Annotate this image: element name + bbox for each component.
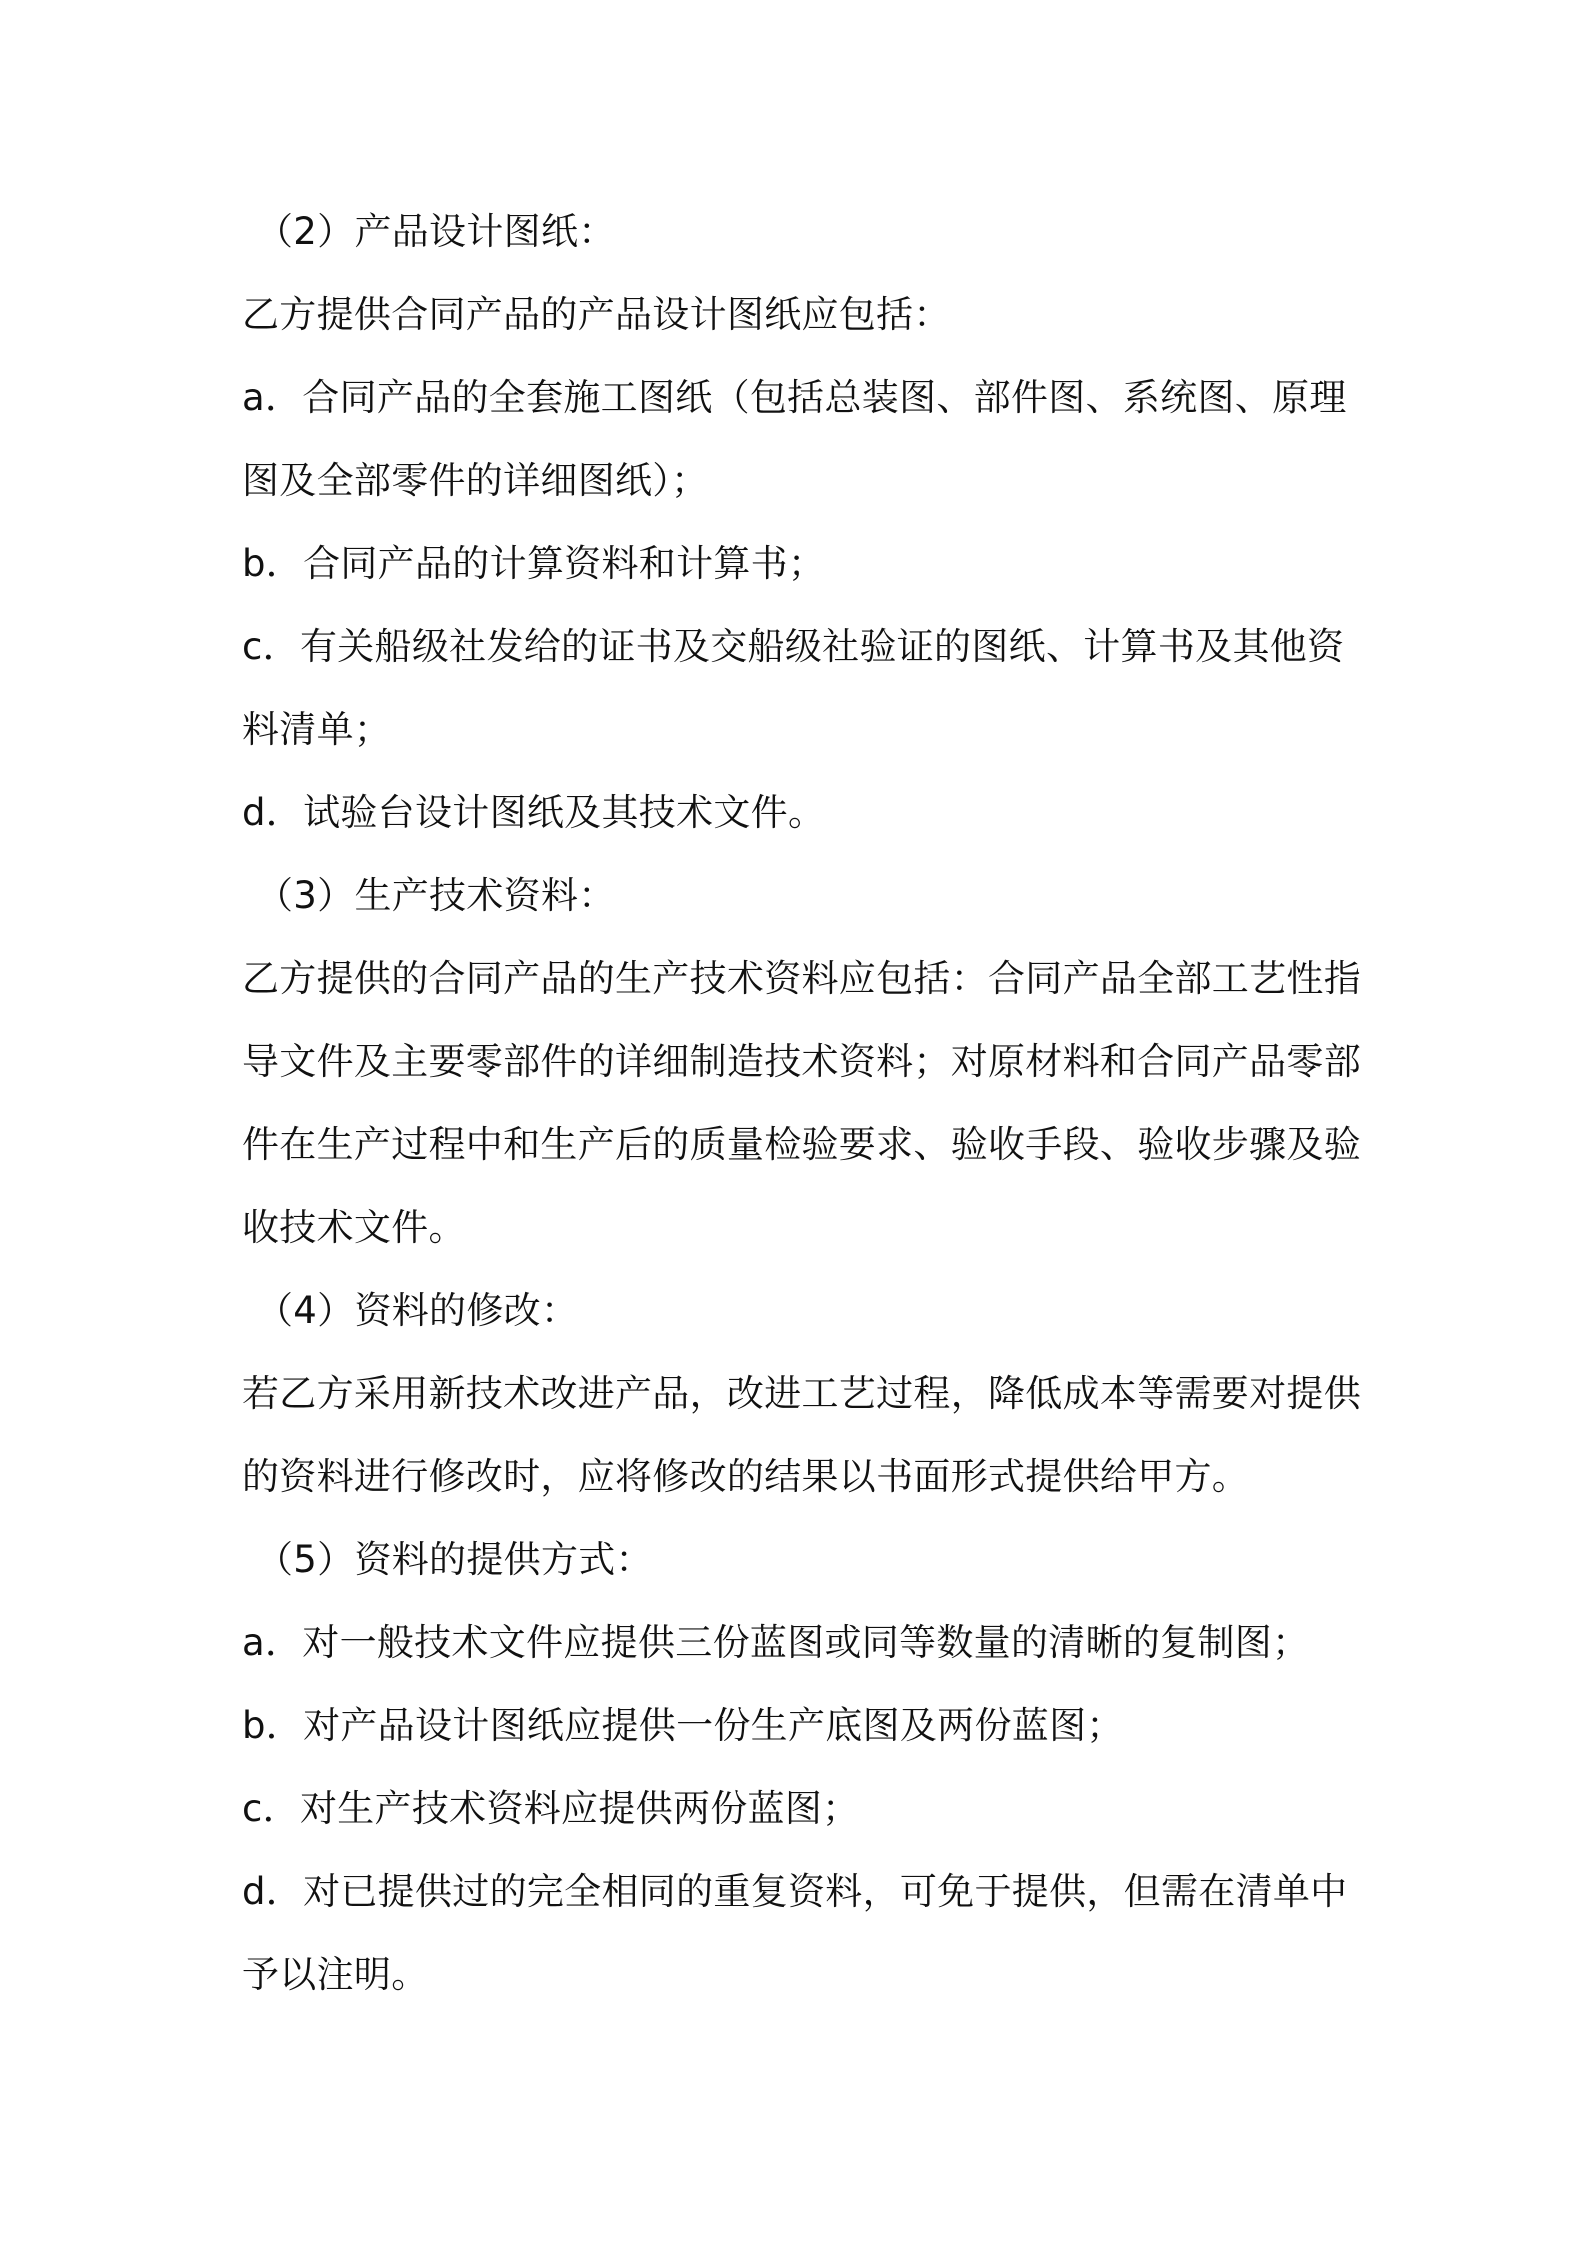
list-item-d-line-2: 予以注明。	[242, 1953, 429, 1996]
paragraph-line: 导文件及主要零部件的详细制造技术资料；对原材料和合同产品零部	[242, 1040, 1361, 1083]
list-item-a-line-1: a．合同产品的全套施工图纸（包括总装图、部件图、系统图、原理	[242, 376, 1347, 419]
section-heading-product-drawings: （2）产品设计图纸：	[256, 210, 616, 253]
list-item-c: c．对生产技术资料应提供两份蓝图；	[242, 1787, 860, 1830]
paragraph-line: 若乙方采用新技术改进产品，改进工艺过程，降低成本等需要对提供	[242, 1372, 1361, 1415]
list-item-c-line-1: c．有关船级社发给的证书及交船级社验证的图纸、计算书及其他资	[242, 625, 1345, 668]
list-item-b: b．对产品设计图纸应提供一份生产底图及两份蓝图；	[242, 1704, 1124, 1747]
list-item-c-line-2: 料清单；	[242, 708, 392, 751]
document-body	[242, 190, 1362, 2016]
paragraph-line: 收技术文件。	[242, 1206, 466, 1249]
list-item-d: d．试验台设计图纸及其技术文件。	[242, 791, 826, 834]
paragraph-line: 的资料进行修改时，应将修改的结果以书面形式提供给甲方。	[242, 1455, 1250, 1498]
list-item-a: a．对一般技术文件应提供三份蓝图或同等数量的清晰的复制图；	[242, 1621, 1310, 1664]
list-item-b: b．合同产品的计算资料和计算书；	[242, 542, 826, 585]
section-heading-production-docs: （3）生产技术资料：	[256, 874, 616, 917]
section-heading-revisions: （4）资料的修改：	[256, 1289, 579, 1332]
paragraph-line: 件在生产过程中和生产后的质量检验要求、验收手段、验收步骤及验	[242, 1123, 1361, 1166]
paragraph-line: 乙方提供的合同产品的生产技术资料应包括：合同产品全部工艺性指	[242, 957, 1361, 1000]
list-item-a-line-2: 图及全部零件的详细图纸）；	[242, 459, 709, 502]
section-heading-delivery-method: （5）资料的提供方式：	[256, 1538, 653, 1581]
paragraph-line: 乙方提供合同产品的产品设计图纸应包括：	[242, 293, 951, 336]
list-item-d-line-1: d．对已提供过的完全相同的重复资料，可免于提供，但需在清单中	[242, 1870, 1348, 1913]
